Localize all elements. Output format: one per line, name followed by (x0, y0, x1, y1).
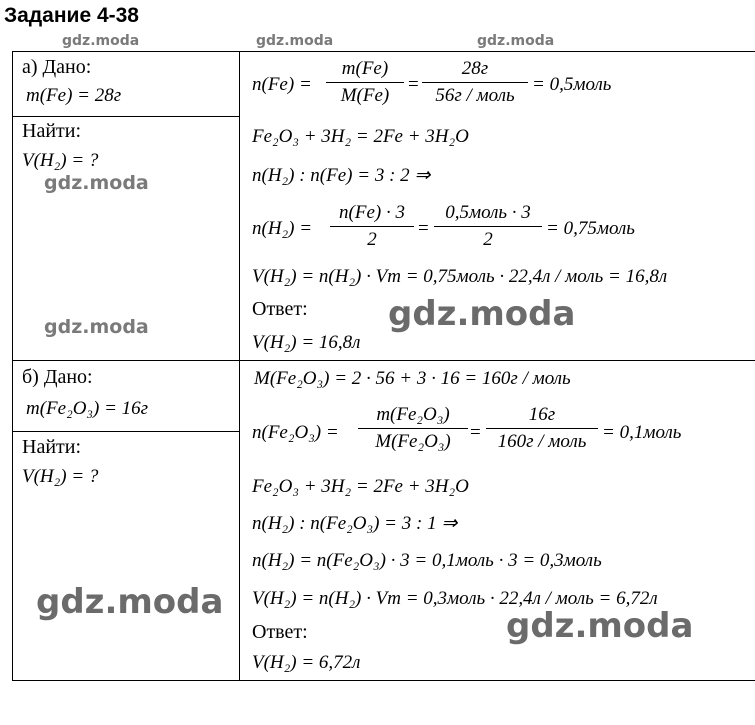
calc-a-line1-result: = 0,5моль (532, 74, 612, 95)
calc-a-line1-lhs: n(Fe) = (252, 74, 312, 95)
frac-denominator: 160г / моль (497, 431, 587, 452)
find-value-a: V(H₂) = ? (22, 150, 99, 171)
table-border-middle (12, 360, 755, 361)
given-label-a: а) Дано: (22, 56, 92, 78)
frac-denominator: M(Fe) (340, 85, 390, 106)
calc-a-line4-frac1 (330, 202, 414, 251)
table-divider-b (12, 431, 239, 432)
answer-label-b: Ответ: (252, 621, 308, 643)
calc-a-line4-frac2 (434, 202, 542, 251)
watermark: gdz.moda (506, 606, 694, 646)
given-label-b: б) Дано: (22, 366, 93, 388)
equals-sign: = (408, 74, 419, 95)
answer-value-a: V(H₂) = 16,8л (252, 332, 361, 353)
watermark: gdz.moda (62, 33, 140, 49)
equals-sign: = (418, 218, 429, 239)
frac-denominator: 56г / моль (435, 85, 515, 106)
frac-numerator: n(Fe) · 3 (339, 202, 405, 223)
watermark: gdz.moda (256, 33, 334, 49)
calc-a-line2: Fe₂O₃ + 3H₂ = 2Fe + 3H₂O (252, 126, 469, 147)
watermark: gdz.moda (36, 582, 224, 622)
given-value-a: m(Fe) = 28г (26, 85, 122, 106)
equals-sign: = (470, 422, 481, 443)
calc-b-line1: M(Fe₂O₃) = 2 · 56 + 3 · 16 = 160г / моль (254, 368, 571, 389)
table-border-bottom (12, 680, 755, 681)
find-label-b: Найти: (22, 436, 82, 458)
calc-b-line2-lhs: n(Fe₂O₃) = (252, 422, 339, 443)
table-column-divider (239, 51, 240, 681)
watermark: gdz.moda (388, 294, 576, 334)
page-title: Задание 4-38 (4, 4, 139, 27)
find-label-a: Найти: (22, 120, 82, 142)
frac-bar (434, 226, 542, 227)
table-border-left (12, 51, 13, 681)
calc-a-line1-frac2 (422, 58, 528, 107)
calc-a-line3: n(H₂) : n(Fe) = 3 : 2 ⇒ (252, 165, 431, 186)
given-value-b: m(Fe₂O₃) = 16г (26, 398, 149, 419)
calc-a-line4-result: = 0,75моль (546, 218, 635, 239)
frac-denominator: M(Fe₂O₃) (375, 431, 451, 452)
calc-a-line1-frac1 (326, 58, 404, 107)
watermark: gdz.moda (44, 316, 149, 338)
frac-bar (422, 82, 528, 83)
frac-denominator: 2 (483, 229, 493, 250)
frac-bar (486, 428, 598, 429)
calc-b-line2-result: = 0,1моль (602, 422, 682, 443)
calc-b-line2-frac1 (358, 404, 468, 453)
calc-b-line6: V(H₂) = n(H₂) · Vm = 0,3моль · 22,4л / моль = 6,72л (252, 588, 658, 609)
answer-value-b: V(H₂) = 6,72л (252, 652, 361, 673)
calc-b-line2-frac2 (486, 404, 598, 453)
frac-denominator: 2 (367, 229, 377, 250)
frac-bar (326, 82, 404, 83)
calc-b-line3: Fe₂O₃ + 3H₂ = 2Fe + 3H₂O (252, 476, 469, 497)
calc-a-line4-lhs: n(H₂) = (252, 218, 313, 239)
frac-numerator: 16г (528, 404, 556, 425)
watermark: gdz.moda (477, 33, 555, 49)
watermark: gdz.moda (44, 172, 149, 194)
table-border-top (12, 51, 755, 52)
frac-numerator: 28г (461, 58, 489, 79)
table-divider-a (12, 116, 239, 117)
frac-bar (330, 226, 414, 227)
frac-numerator: m(Fe₂O₃) (376, 404, 450, 425)
calc-a-line5: V(H₂) = n(H₂) · Vm = 0,75моль · 22,4л / моль = 16,8л (252, 266, 668, 287)
find-value-b: V(H₂) = ? (22, 466, 99, 487)
calc-b-line5: n(H₂) = n(Fe₂O₃) · 3 = 0,1моль · 3 = 0,3моль (252, 550, 602, 571)
frac-numerator: m(Fe) (341, 58, 389, 79)
frac-bar (358, 428, 468, 429)
calc-b-line4: n(H₂) : n(Fe₂O₃) = 3 : 1 ⇒ (252, 513, 458, 534)
answer-label-a: Ответ: (252, 298, 308, 320)
frac-numerator: 0,5моль · 3 (445, 202, 531, 223)
